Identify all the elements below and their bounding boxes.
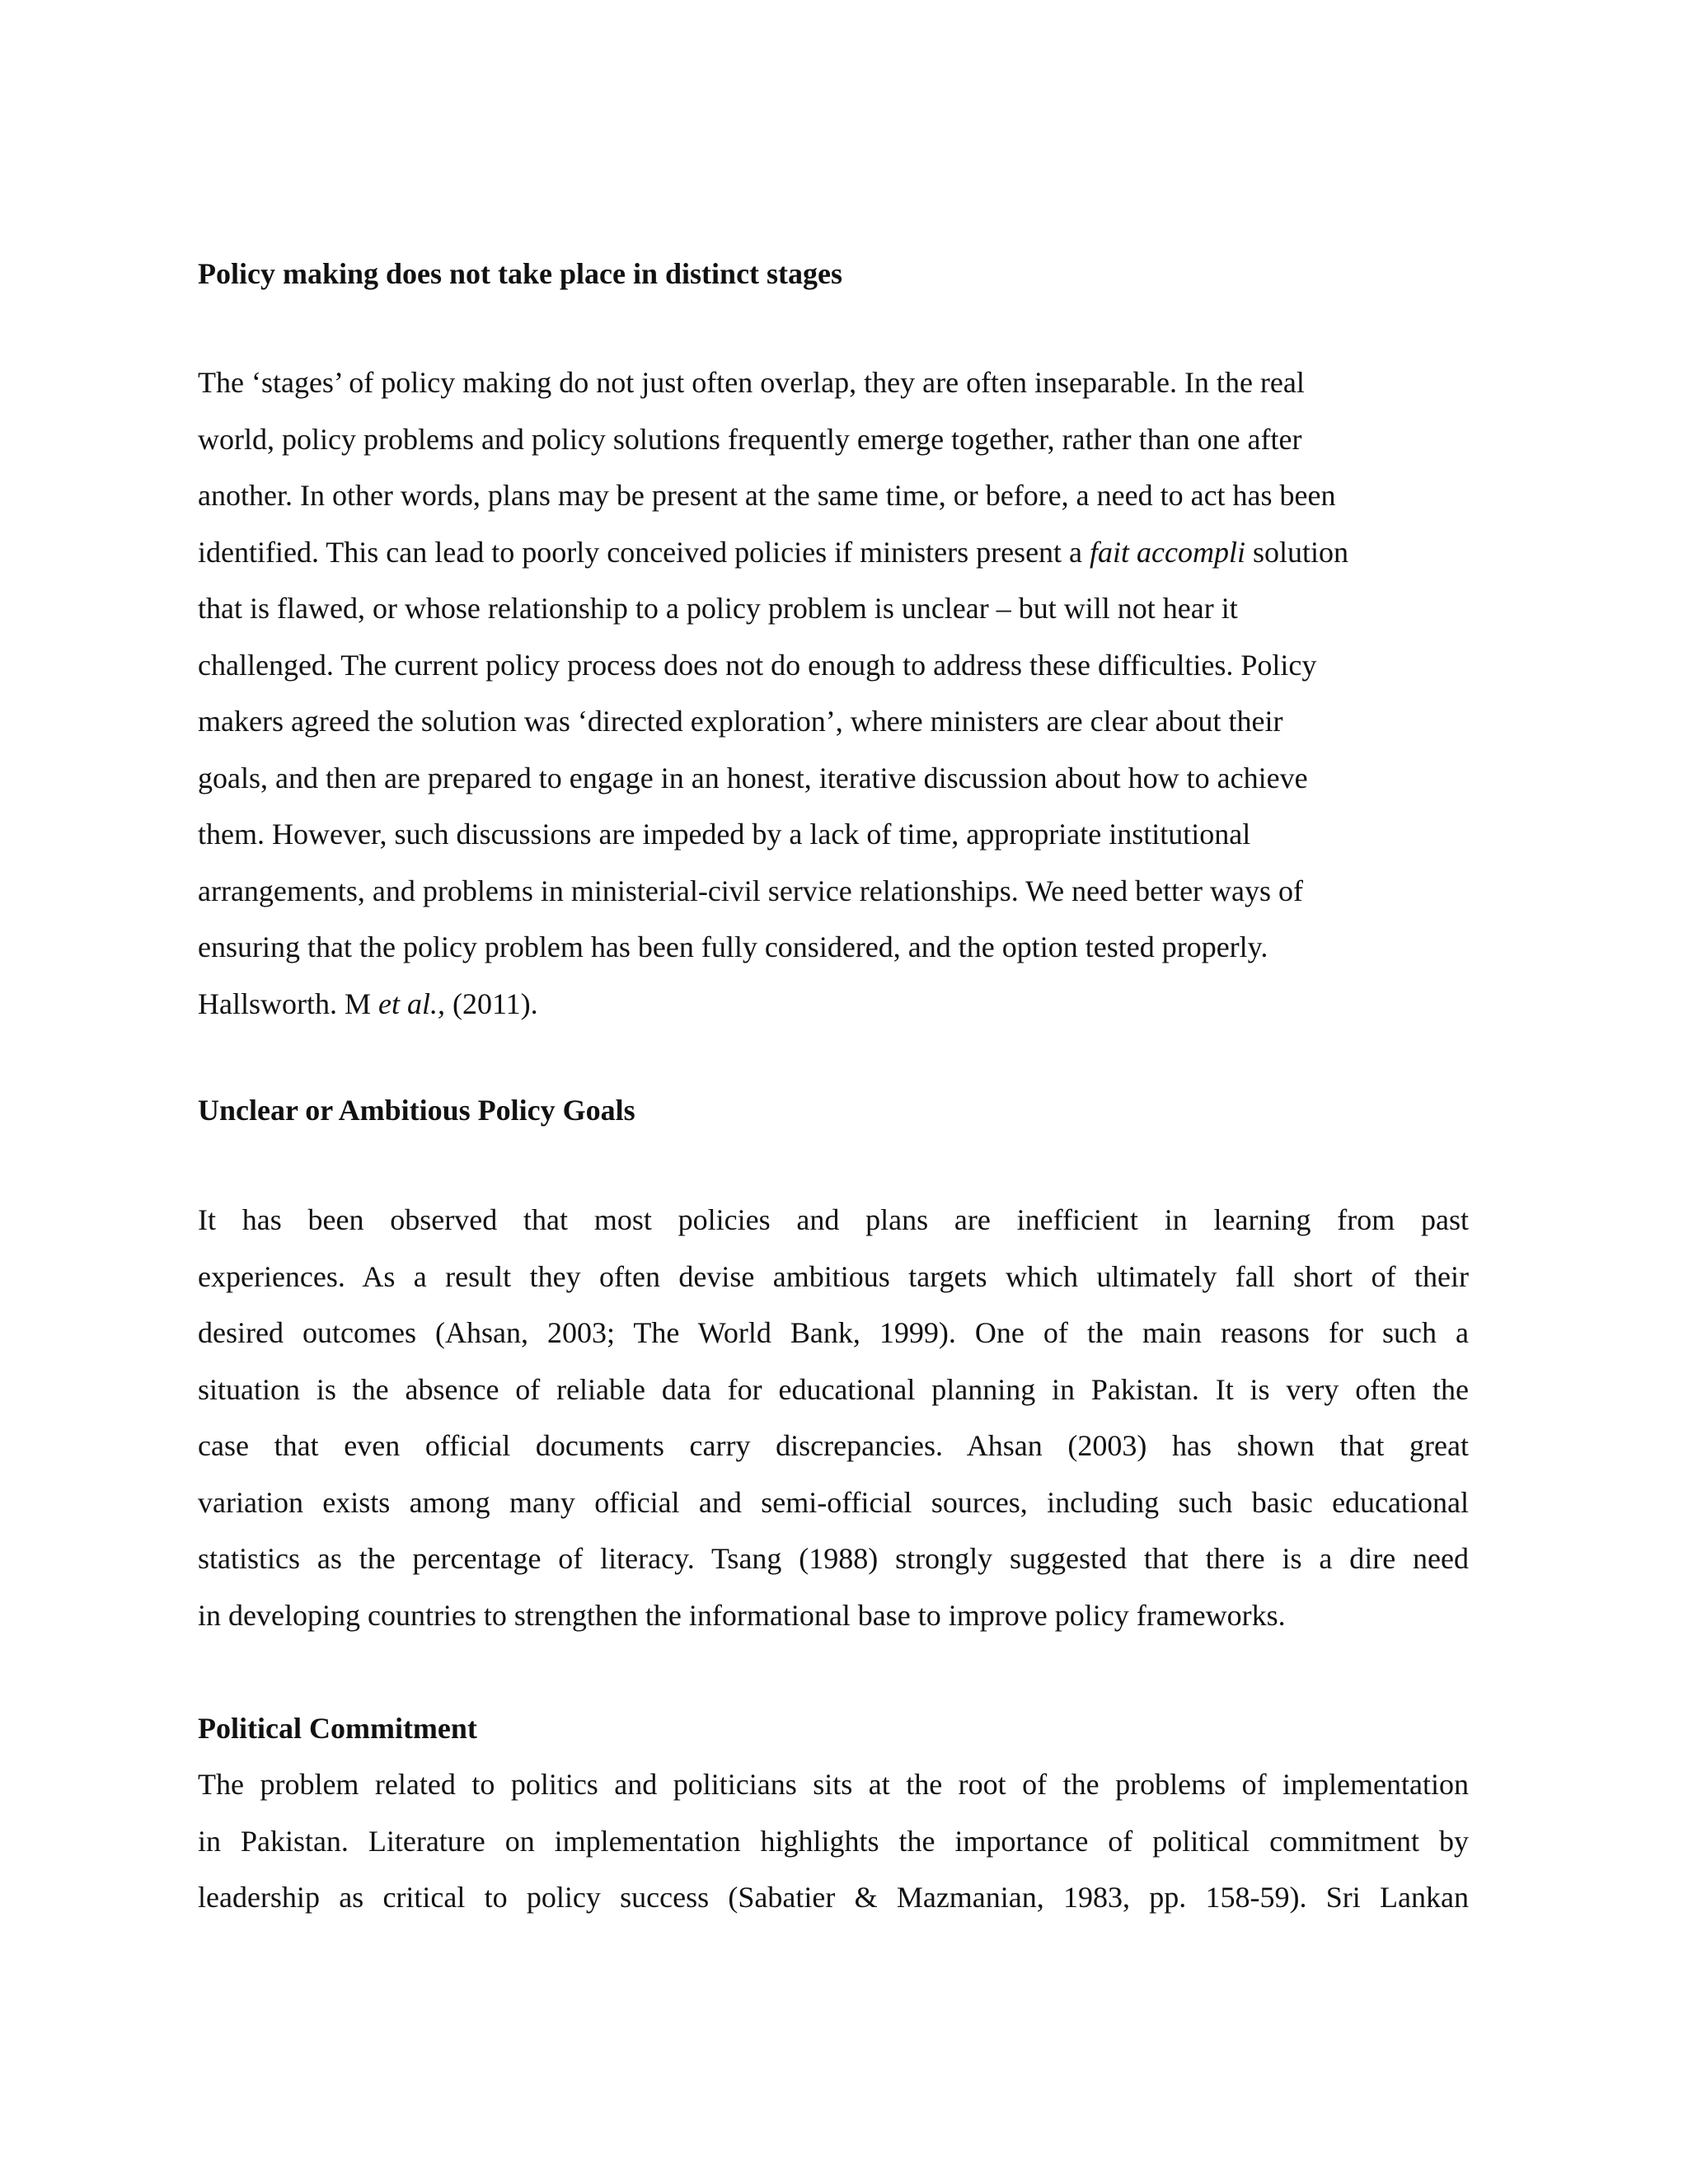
text-line: case that even official documents carry discrepancies. Ahsan (2003) has shown that great	[198, 1429, 1469, 1462]
paragraph-policy-stages	[198, 364, 1348, 1042]
text-run: identified. This can lead to poorly conceived policies if ministers present a	[198, 535, 1090, 569]
text-line: The ‘stages’ of policy making do not just often overlap, they are often inseparable. In the real	[198, 366, 1305, 399]
text-line: makers agreed the solution was ‘directed exploration’, where ministers are clear about their	[198, 705, 1283, 738]
text-line: challenged. The current policy process does not do enough to address these difficulties. Policy	[198, 648, 1317, 682]
text-line	[198, 534, 1348, 591]
text-line: goals, and then are prepared to engage in an honest, iterative discussion about how to achieve	[198, 761, 1308, 794]
text-line: experiences. As a result they often devise ambitious targets which ultimately fall short of their	[198, 1259, 1469, 1293]
text-run: solution	[1245, 535, 1349, 569]
text-line: The problem related to politics and politicians sits at the root of the problems of implementation	[198, 1768, 1469, 1801]
paragraph-policy-goals	[198, 1202, 1469, 1653]
italic-term: fait accompli	[1090, 535, 1245, 569]
section-heading-policy-goals: Unclear or Ambitious Policy Goals	[198, 1094, 635, 1127]
section-heading-policy-stages: Policy making does not take place in distinct stages	[198, 257, 843, 290]
text-line: desired outcomes (Ahsan, 2003; The World Bank, 1999). One of the main reasons for such a	[198, 1316, 1469, 1349]
section-heading-political-commitment: Political Commitment	[198, 1712, 477, 1745]
text-line: arrangements, and problems in ministerial-civil service relationships. We need better ways of	[198, 874, 1304, 907]
text-line: situation is the absence of reliable data for educational planning in Pakistan. It is very often the	[198, 1372, 1469, 1406]
text-line: statistics as the percentage of literacy. Tsang (1988) strongly suggested that there is a dire need	[198, 1542, 1469, 1575]
italic-term: et al.,	[378, 987, 445, 1020]
text-line: that is flawed, or whose relationship to a policy problem is unclear – but will not hear it	[198, 592, 1238, 625]
text-line: It has been observed that most policies and plans are inefficient in learning from past	[198, 1203, 1469, 1236]
text-run: Hallsworth. M	[198, 987, 378, 1020]
text-run: (2011).	[444, 987, 538, 1020]
text-line: leadership as critical to policy success (Sabatier & Mazmanian, 1983, pp. 158-59). Sri Lankan	[198, 1881, 1469, 1914]
citation-line	[198, 986, 1348, 1043]
text-line: another. In other words, plans may be present at the same time, or before, a need to act has been	[198, 479, 1336, 512]
text-line: ensuring that the policy problem has been fully considered, and the option tested properly.	[198, 930, 1268, 963]
text-line: variation exists among many official and semi-official sources, including such basic educational	[198, 1485, 1469, 1519]
paragraph-political-commitment	[198, 1766, 1469, 1936]
text-line: in Pakistan. Literature on implementation highlights the importance of political commitment by	[198, 1824, 1469, 1858]
text-line: world, policy problems and policy solutions frequently emerge together, rather than one after	[198, 422, 1302, 456]
text-line: in developing countries to strengthen the informational base to improve policy frameworks.	[198, 1598, 1286, 1632]
text-line: them. However, such discussions are impeded by a lack of time, appropriate institutional	[198, 818, 1251, 851]
